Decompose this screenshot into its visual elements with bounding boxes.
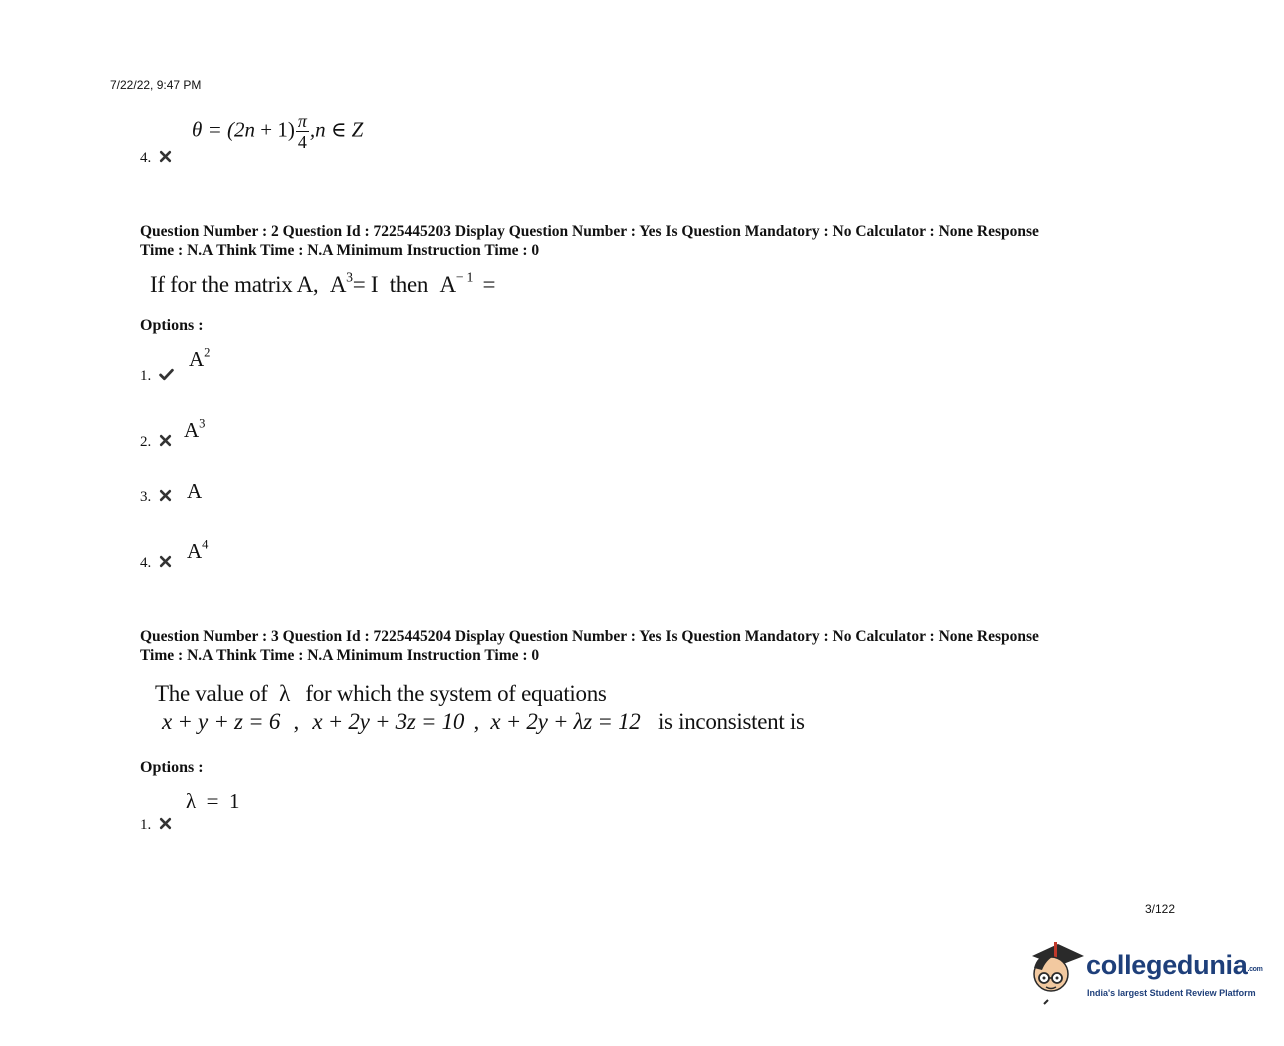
q3-option-1: 1. (140, 816, 172, 834)
collegedunia-mascot-logo (1024, 938, 1086, 1008)
print-timestamp: 7/22/22, 9:47 PM (110, 78, 202, 92)
cross-icon (159, 150, 172, 163)
q2-option-4: 4. (140, 554, 172, 572)
question-3-meta: Question Number : 3 Question Id : 7225445204 Display Question Number : Yes Is Question Mandatory : No Calculator : None Response Time : N.A Think Time : N.A Minimum Instruction Time : 0 (140, 628, 1039, 664)
q2-option-2-value: $A^3$ (184, 416, 206, 442)
cross-icon (159, 555, 172, 568)
collegedunia-tagline: India's largest Student Review Platform (1087, 988, 1256, 998)
q3-option-1-value: λ = 1 (186, 789, 240, 813)
question-3-options-label: Options : (140, 759, 204, 776)
collegedunia-wordmark: collegedunia.com (1086, 950, 1263, 980)
check-icon (159, 368, 174, 381)
q2-option-4-value: $A^4$ (187, 537, 209, 563)
equation-1: x + y + z = 6 (162, 709, 281, 734)
cross-icon (159, 434, 172, 447)
question-2-meta: Question Number : 2 Question Id : 7225445203 Display Question Number : Yes Is Question Mandatory : No Calculator : None Response Time : N.A Think Time : N.A Minimum Instruction Time : 0 (140, 223, 1039, 259)
equation-3: x + 2y + λz = 12 (490, 709, 641, 734)
prev-option-4: 4. (140, 149, 172, 167)
page-number: 3/122 (1145, 902, 1176, 916)
question-3-stem-line-1: The value of λ for which the system of equations (155, 681, 607, 706)
q2-option-1: 1. (140, 367, 174, 385)
pi-over-4-fraction: $\frac{\pi}{4}$ (297, 111, 307, 152)
q2-option-3-value: A (187, 479, 203, 503)
question-2-stem: If for the matrix A, $A^3= I$ then $A^{- 1}$ = (150, 269, 496, 297)
q2-option-2: 2. (140, 433, 172, 451)
cross-icon (159, 489, 172, 502)
q2-option-3: 3. (140, 488, 172, 506)
q2-option-1-value: $A^2$ (189, 345, 211, 371)
question-3-stem-line-2: x + y + z = 6 , x + 2y + 3z = 10 , x + 2y + λz = 12 is inconsistent is (162, 709, 805, 734)
question-2-options-label: Options : (140, 317, 204, 334)
equation-2: x + 2y + 3z = 10 (312, 709, 465, 734)
prev-option-4-formula: θ = (2n + 1) $\frac{\pi}{4}$ ,n ∈ Z (192, 111, 364, 152)
cross-icon (159, 817, 172, 830)
